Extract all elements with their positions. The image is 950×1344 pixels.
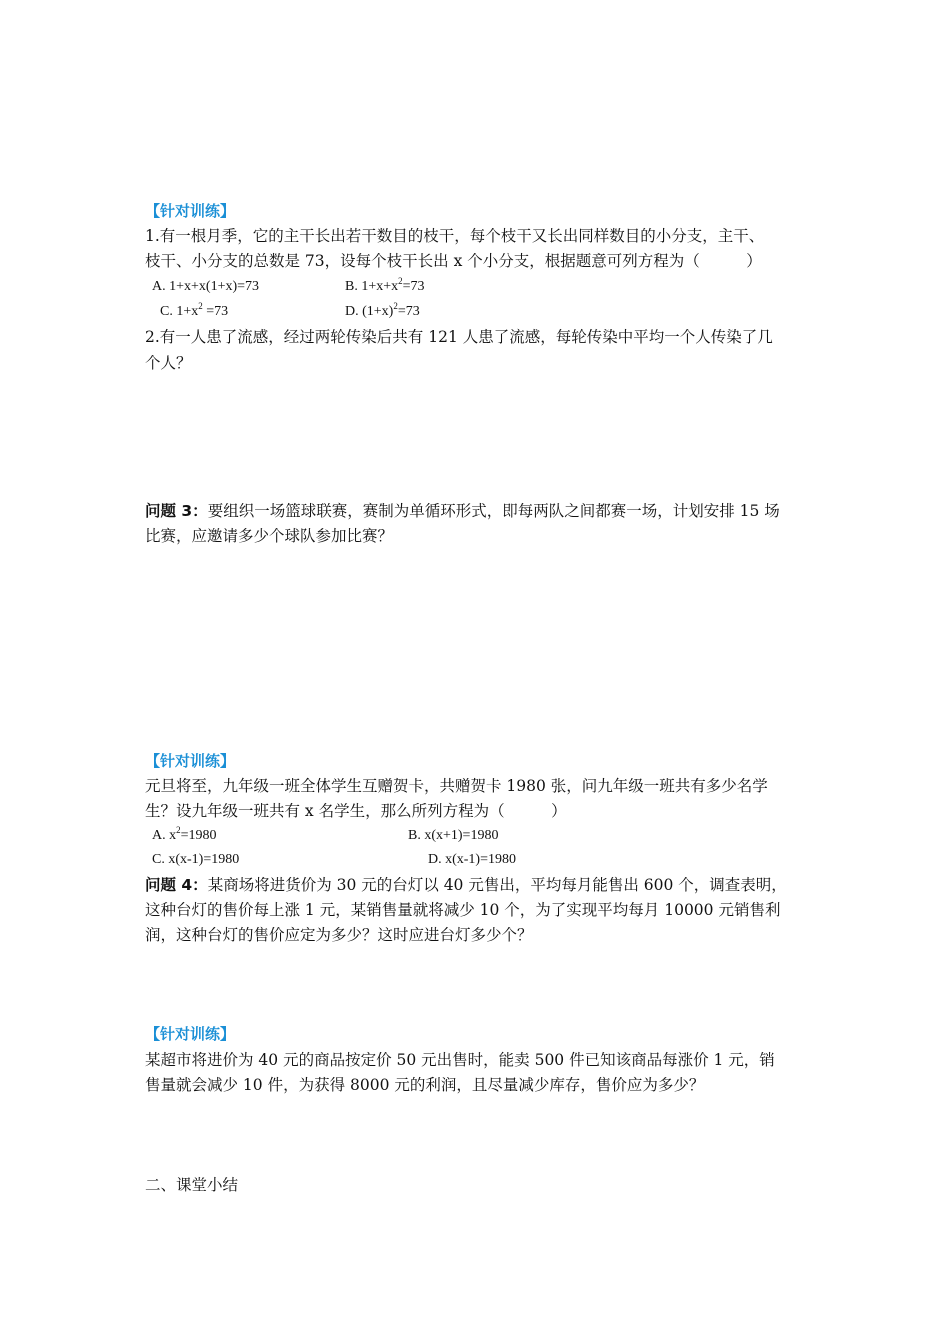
q1-option-c: C. $1+x^2 =73$: [160, 301, 229, 319]
problem-4-line-2: 这种台灯的售价每上涨 1 元，某销售量就将减少 10 个，为了实现平均每月 10000 元销售利: [145, 901, 781, 919]
question-1-line-1: 1.有一根月季，它的主干长出若干数目的枝干，每个枝干又长出同样数目的小分支，主干、: [145, 227, 765, 245]
q1-option-b: B. $1+x+x^2=73$: [345, 276, 425, 294]
problem-4-line-3: 润，这种台灯的售价应定为多少？这时应进台灯多少个？: [145, 926, 533, 944]
question-2-line-1: 2.有一人患了流感，经过两轮传染后共有 121 人患了流感，每轮传染中平均一个人传染了几: [145, 328, 773, 346]
section-3-line-1: 某超市将进价为 40 元的商品按定价 50 元出售时，能卖 500 件已知该商品每涨价 1 元，销: [145, 1051, 775, 1069]
section-2-line-2: 生？设九年级一班共有 x 名学生，那么所列方程为（ ）: [145, 802, 567, 820]
problem-3-label: 问题 3：: [145, 502, 208, 520]
problem-4-line-1: 问题 4：某商场将进货价为 30 元的台灯以 40 元售出，平均每月能售出 600 个，调查表明，: [145, 876, 787, 894]
question-1-line-2: 枝干、小分支的总数是 73，设每个枝干长出 x 个小分支，根据题意可列方程为（ ）: [145, 252, 762, 270]
s2-option-b: B. x(x+1)=1980: [408, 828, 499, 843]
problem-3-line-1: 问题 3：要组织一场篮球联赛，赛制为单循环形式，即每两队之间都赛一场，计划安排 15 场: [145, 502, 780, 520]
s2-option-d: D. x(x-1)=1980: [428, 852, 516, 867]
s2-option-c: C. x(x-1)=1980: [152, 852, 240, 867]
q1-option-d: D. $(1+x)^2=73$: [345, 301, 420, 319]
section-heading-2: 【针对训练】: [145, 752, 236, 770]
s2-option-a: A. $x^2=1980$: [152, 825, 217, 843]
question-2-line-2: 个人？: [145, 354, 192, 372]
summary-title: 二、课堂小结: [145, 1176, 239, 1194]
problem-4-label: 问题 4：: [145, 876, 208, 894]
section-heading-1: 【针对训练】: [145, 202, 236, 220]
q1-option-a: A. 1+x+x(1+x)=73: [152, 279, 260, 294]
section-3-line-2: 售量就会减少 10 件，为获得 8000 元的利润，且尽量减少库存，售价应为多少？: [145, 1076, 705, 1094]
section-heading-3: 【针对训练】: [145, 1025, 236, 1043]
section-2-line-1: 元旦将至，九年级一班全体学生互赠贺卡，共赠贺卡 1980 张，问九年级一班共有多少名学: [145, 777, 768, 795]
problem-3-line-2: 比赛，应邀请多少个球队参加比赛？: [145, 527, 394, 545]
